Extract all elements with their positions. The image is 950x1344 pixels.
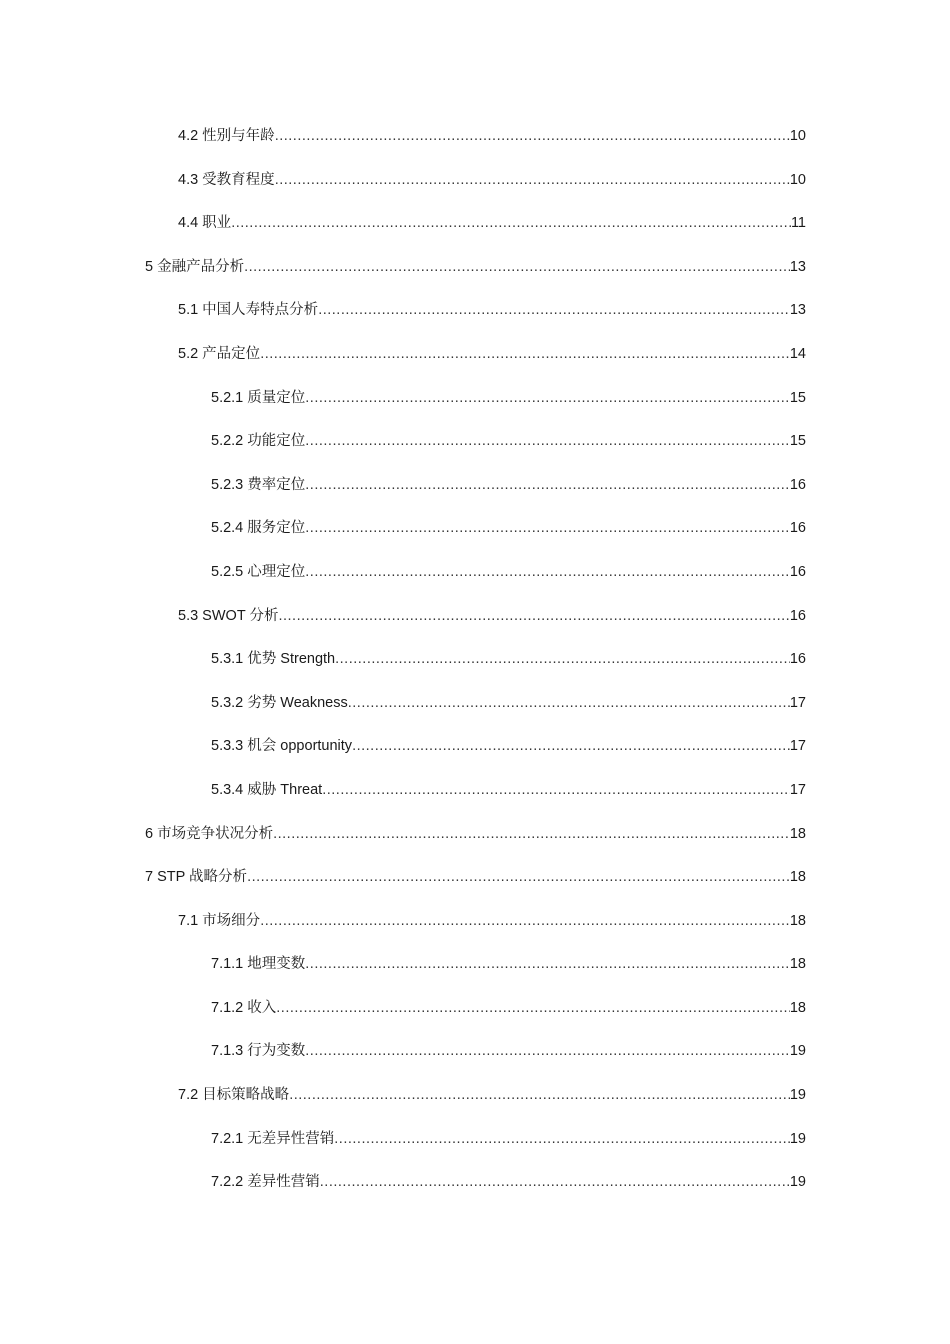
toc-entry-5-2-5[interactable]	[0, 561, 950, 605]
toc-dot-leader	[305, 387, 790, 409]
toc-dot-leader	[273, 823, 790, 845]
toc-page-number: 19	[789, 1087, 806, 1104]
toc-dot-leader	[275, 169, 790, 191]
toc-page-number: 18	[789, 825, 806, 842]
toc-entry-title: 5.2.1 质量定位	[211, 389, 306, 406]
toc-dot-leader	[305, 1040, 790, 1062]
toc-page-number: 17	[789, 738, 806, 755]
toc-entry-title: 5.2.3 费率定位	[211, 476, 306, 493]
toc-page-number: 16	[789, 476, 806, 493]
toc-entry-5-2-4[interactable]	[0, 517, 950, 561]
toc-entry-title: 4.2 性别与年龄	[178, 128, 275, 144]
toc-entry-title: 4.3 受教育程度	[178, 171, 275, 188]
toc-page-number: 19	[789, 1130, 806, 1147]
toc-dot-leader	[305, 561, 790, 583]
toc-entry-title: 5.1 中国人寿特点分析	[178, 302, 319, 319]
toc-entry-7-2[interactable]	[0, 1084, 950, 1128]
toc-entry-5-3-1[interactable]	[0, 648, 950, 692]
toc-entry-title: 4.4 职业	[178, 215, 232, 232]
toc-dot-leader	[335, 648, 790, 670]
toc-page-number: 18	[789, 869, 806, 886]
toc-dot-leader	[305, 430, 790, 452]
toc-entry-4-3[interactable]	[0, 169, 950, 213]
toc-entry-title: 5.2.4 服务定位	[211, 520, 306, 537]
toc-entry-7-1-3[interactable]	[0, 1040, 950, 1084]
toc-entry-title: 7.2.2 差异性营销	[211, 1174, 320, 1191]
toc-dot-leader	[305, 474, 790, 496]
toc-entry-4-2[interactable]	[0, 125, 950, 169]
toc-page-number: 16	[789, 651, 806, 668]
toc-dot-leader	[352, 735, 790, 757]
toc-page-number: 18	[789, 999, 806, 1016]
toc-dot-leader	[244, 256, 790, 278]
toc-entry-5-3-2[interactable]	[0, 692, 950, 736]
toc-entry-5[interactable]	[0, 256, 950, 300]
toc-entry-title: 7.1.2 收入	[211, 999, 277, 1016]
toc-entry-title: 6 市场竞争状况分析	[145, 825, 274, 842]
toc-page-number: 13	[789, 258, 806, 275]
toc-dot-leader	[320, 1171, 790, 1193]
toc-entry-7-1[interactable]	[0, 910, 950, 954]
toc-dot-leader	[247, 866, 790, 888]
toc-entry-7-1-1[interactable]	[0, 953, 950, 997]
toc-page-number: 18	[789, 956, 806, 973]
toc-entry-5-2-3[interactable]	[0, 474, 950, 518]
toc-page-number: 17	[789, 781, 806, 798]
table-of-contents	[0, 125, 950, 1215]
toc-dot-leader	[318, 299, 790, 321]
toc-entry-title: 5.3.4 威胁 Threat	[211, 781, 323, 798]
toc-page-number: 13	[789, 302, 806, 319]
toc-entry-title: 5.3.3 机会 opportunity	[211, 738, 353, 755]
toc-entry-title: 5 金融产品分析	[145, 258, 245, 275]
toc-dot-leader	[231, 212, 791, 234]
toc-entry-title: 5.2.5 心理定位	[211, 563, 306, 580]
toc-dot-leader	[278, 605, 789, 627]
toc-entry-7[interactable]	[0, 866, 950, 910]
toc-dot-leader	[322, 779, 790, 801]
toc-entry-7-2-1[interactable]	[0, 1128, 950, 1172]
toc-page-number: 19	[789, 1174, 806, 1191]
toc-dot-leader	[276, 997, 790, 1019]
toc-dot-leader	[260, 910, 790, 932]
toc-page-number: 16	[789, 563, 806, 580]
toc-dot-leader	[289, 1084, 790, 1106]
toc-entry-title: 5.2.2 功能定位	[211, 433, 306, 450]
toc-page-number: 15	[789, 433, 806, 450]
toc-entry-title: 7.2.1 无差异性营销	[211, 1130, 335, 1147]
toc-dot-leader	[334, 1128, 790, 1150]
toc-dot-leader	[260, 343, 790, 365]
toc-page-number: 11	[790, 215, 806, 232]
toc-entry-title: 7.1.3 行为变数	[211, 1043, 306, 1060]
toc-entry-5-1[interactable]	[0, 299, 950, 343]
toc-entry-5-3-3[interactable]	[0, 735, 950, 779]
toc-page-number: 17	[789, 694, 806, 711]
toc-page-number: 15	[789, 389, 806, 406]
toc-page-number: 18	[789, 912, 806, 929]
toc-entry-title: 7.1.1 地理变数	[211, 956, 306, 973]
toc-dot-leader	[275, 125, 790, 147]
toc-entry-7-1-2[interactable]	[0, 997, 950, 1041]
toc-page-number: 10	[789, 171, 806, 188]
toc-entry-title: 5.3.2 劣势 Weakness	[211, 694, 348, 711]
toc-entry-title: 7.1 市场细分	[178, 912, 261, 929]
toc-entry-title: 7 STP 战略分析	[145, 869, 248, 886]
toc-entry-5-2-2[interactable]	[0, 430, 950, 474]
toc-entry-6[interactable]	[0, 823, 950, 867]
toc-page-number: 10	[789, 128, 806, 144]
toc-entry-title: 5.3.1 优势 Strength	[211, 651, 336, 668]
toc-dot-leader	[305, 953, 790, 975]
toc-entry-5-3[interactable]	[0, 605, 950, 649]
toc-entry-title: 7.2 目标策略战略	[178, 1087, 290, 1104]
toc-dot-leader	[305, 517, 790, 539]
toc-page-number: 14	[789, 345, 806, 362]
toc-entry-7-2-2[interactable]	[0, 1171, 950, 1215]
toc-entry-5-2-1[interactable]	[0, 387, 950, 431]
toc-entry-title: 5.3 SWOT 分析	[178, 607, 279, 624]
toc-entry-title: 5.2 产品定位	[178, 345, 261, 362]
toc-entry-5-2[interactable]	[0, 343, 950, 387]
toc-entry-4-4[interactable]	[0, 212, 950, 256]
toc-page-number: 19	[789, 1043, 806, 1060]
toc-page-number: 16	[789, 607, 806, 624]
toc-entry-5-3-4[interactable]	[0, 779, 950, 823]
toc-page-number: 16	[789, 520, 806, 537]
toc-dot-leader	[348, 692, 790, 714]
